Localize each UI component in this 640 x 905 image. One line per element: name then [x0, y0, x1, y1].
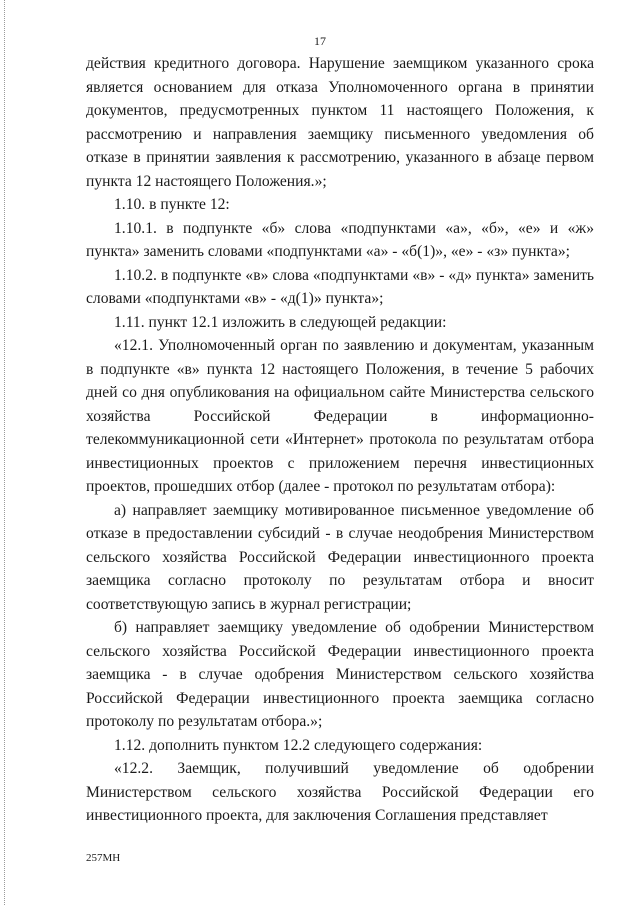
scan-edge-dots: [4, 0, 5, 905]
paragraph-12-1-b: б) направляет заемщику уведомление об одобрении Министерством сельского хозяйства Российской Федерации инвестиционного проекта заемщика - в случае одобрения Министерством сельского хозяйства Российской Федерации инвестиционного проекта заемщика согласно протоколу по результатам отбора.»;: [86, 619, 594, 730]
paragraph-1-10-2: 1.10.2. в подпункте «в» слова «подпунктами «в» - «д» пункта» заменить словами «подпунктами «в» - «д(1)» пункта»;: [86, 266, 594, 307]
paragraph-12-2: «12.2. Заемщик, получивший уведомление об одобрении Министерством сельского хозяйства Российской Федерации его инвестиционного проекта, для заключения Соглашения представляет: [86, 760, 594, 824]
paragraph-1-10-1: 1.10.1. в подпункте «б» слова «подпунктами «а», «б», «е» и «ж» пункта» заменить словами «подпунктами «а» - «б(1)», «е» - «з» пункта»;: [86, 219, 594, 260]
paragraph-continuation: действия кредитного договора. Нарушение заемщиком указанного срока является основанием для отказа Уполномоченного органа в принятии документов, предусмотренных пунктом 11 настоящего Положения, к рассмотрению и направления заемщику письменного уведомления об отказе в принятии заявления к рассмотрению, указанного в абзаце первом пункта 12 настоящего Положения.»;: [86, 55, 594, 190]
document-body: [86, 52, 594, 828]
paragraph-1-12: 1.12. дополнить пунктом 12.2 следующего содержания:: [114, 736, 483, 754]
paragraph-1-10: 1.10. в пункте 12:: [114, 196, 230, 213]
page-number: 17: [314, 34, 326, 48]
paragraph-12-1-a: а) направляет заемщику мотивированное письменное уведомление об отказе в предоставлении субсидий - в случае неодобрения Министерством сельского хозяйства Российской Федерации инвестиционного проекта заемщика согласно протоколу по результатам отбора и вносит соответствующую запись в журнал регистрации;: [86, 501, 594, 613]
paragraph-1-11: 1.11. пункт 12.1 изложить в следующей редакции:: [114, 313, 447, 331]
document-code: 257МН: [86, 852, 121, 864]
paragraph-12-1: «12.1. Уполномоченный орган по заявлению и документам, указанным в подпункте «в» пункта 12 настоящего Положения, в течение 5 рабочих дней со дня опубликования на официальном сайте Министерства сельского хозяйства Российской Федерации в информационно-телекоммуникационной сети «Интернет» протокола по результатам отбора инвестиционных проектов с приложением перечня инвестиционных проектов, прошедших отбор (далее - протокол по результатам отбора):: [86, 337, 594, 495]
